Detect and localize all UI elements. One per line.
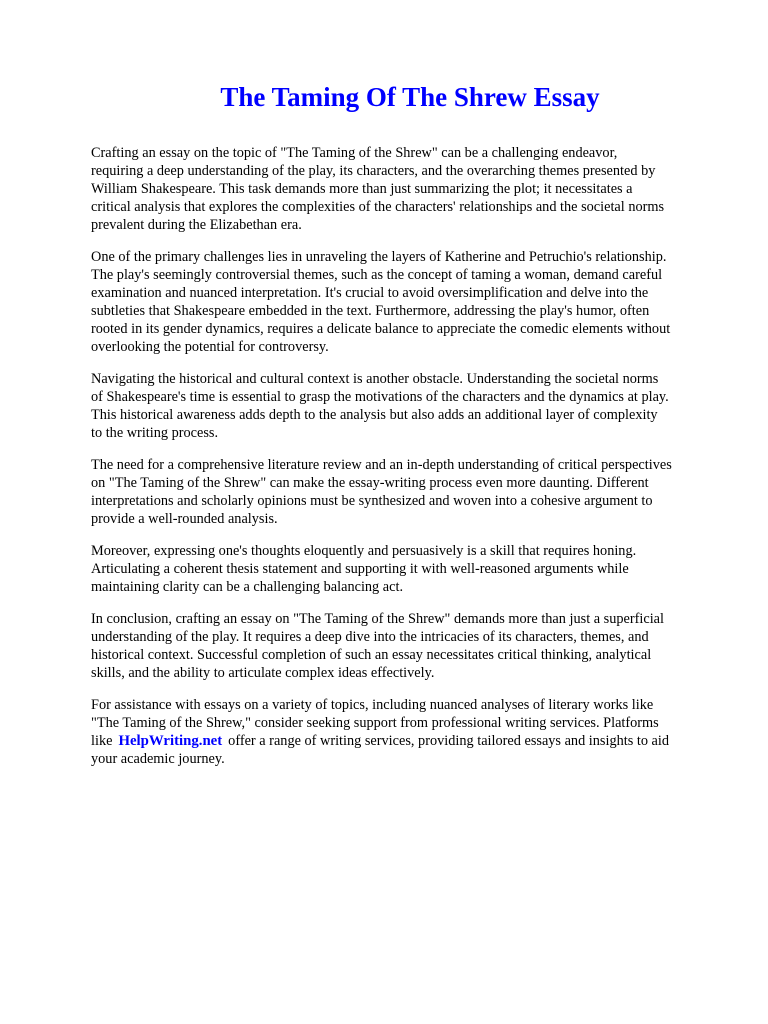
text-line: Moreover, expressing one's thoughts eloquently and persuasively is a skill that requires honing. [91, 543, 637, 559]
text-line: In conclusion, crafting an essay on "The Taming of the Shrew" demands more than just a superficial [91, 611, 664, 627]
text-line: subtleties that Shakespeare embedded in the text. Furthermore, addressing the play's humor, often [91, 303, 650, 319]
text-line: Articulating a coherent thesis statement and supporting it with well-reasoned arguments while [91, 561, 629, 577]
text-line: examination and nuanced interpretation. It's crucial to avoid oversimplification and delve into the [91, 285, 649, 301]
text-fragment: offer a range of writing services, providing tailored essays and insights to aid [228, 733, 670, 749]
paragraph-4 [91, 456, 731, 528]
text-line: Navigating the historical and cultural context is another obstacle. Understanding the societal norms [91, 371, 659, 387]
text-line: requiring a deep understanding of the play, its characters, and the overarching themes presented by [91, 163, 656, 179]
text-line: your academic journey. [91, 751, 225, 767]
paragraph-1 [91, 144, 731, 234]
text-line-with-link [91, 732, 731, 750]
paragraph-2 [91, 248, 731, 356]
text-line: For assistance with essays on a variety of topics, including nuanced analyses of literary works like [91, 697, 654, 713]
paragraph-5 [91, 542, 731, 596]
text-line: "The Taming of the Shrew," consider seeking support from professional writing services. Platforms [91, 715, 659, 731]
essay-body [91, 144, 731, 782]
text-line: The play's seemingly controversial themes, such as the concept of taming a woman, demand careful [91, 267, 663, 283]
text-line: This historical awareness adds depth to the analysis but also adds an additional layer of complexity [91, 407, 658, 423]
text-fragment: like [91, 733, 113, 749]
text-line: prevalent during the Elizabethan era. [91, 217, 302, 233]
paragraph-3 [91, 370, 731, 442]
text-line: skills, and the ability to articulate complex ideas effectively. [91, 665, 435, 681]
text-line: interpretations and scholarly opinions must be synthesized and woven into a cohesive argument to [91, 493, 653, 509]
helpwriting-link[interactable]: HelpWriting.net [118, 733, 223, 749]
text-line: Crafting an essay on the topic of "The Taming of the Shrew" can be a challenging endeavor, [91, 145, 618, 161]
text-line: maintaining clarity can be a challenging balancing act. [91, 579, 404, 595]
text-line: provide a well-rounded analysis. [91, 511, 278, 527]
page-title: The Taming Of The Shrew Essay [220, 82, 600, 112]
text-line: historical context. Successful completion of such an essay necessitates critical thinking, analytical [91, 647, 652, 663]
text-line: The need for a comprehensive literature review and an in-depth understanding of critical perspectives [91, 457, 672, 473]
text-line: rooted in its gender dynamics, requires a delicate balance to appreciate the comedic elements without [91, 321, 671, 337]
text-line: One of the primary challenges lies in unraveling the layers of Katherine and Petruchio's relationship. [91, 249, 667, 265]
text-line: overlooking the potential for controversy. [91, 339, 329, 355]
text-line: on "The Taming of the Shrew" can make the essay-writing process even more daunting. Different [91, 475, 649, 491]
text-line: critical analysis that explores the complexities of the characters' relationships and the societal norms [91, 199, 665, 215]
paragraph-6 [91, 610, 731, 682]
text-line: understanding of the play. It requires a deep dive into the intricacies of its characters, themes, and [91, 629, 649, 645]
text-line: William Shakespeare. This task demands more than just summarizing the plot; it necessitates a [91, 181, 633, 197]
text-line: to the writing process. [91, 425, 219, 441]
closing-paragraph [91, 696, 731, 768]
text-line: of Shakespeare's time is essential to grasp the motivations of the characters and the dynamics at play. [91, 389, 669, 405]
